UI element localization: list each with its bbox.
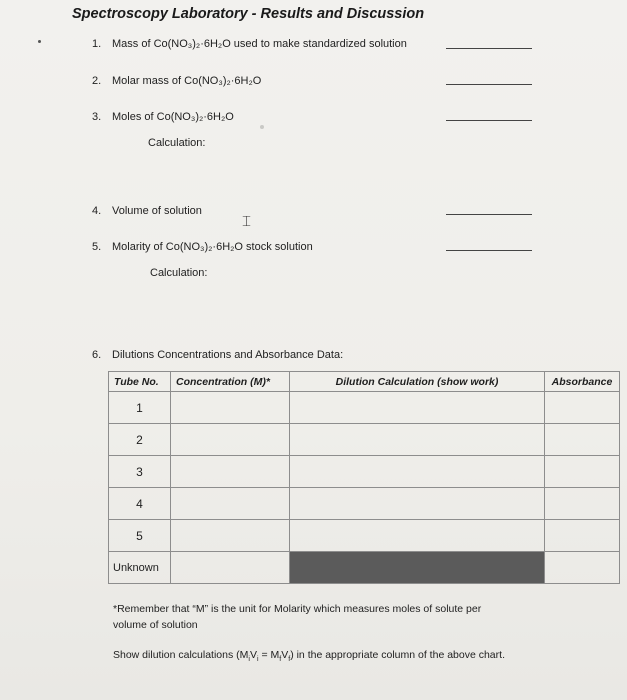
header-tube-no: Tube No. <box>109 372 171 392</box>
subscript-i: i <box>248 656 250 664</box>
instruction-text: V <box>249 649 257 661</box>
table-header-row <box>109 372 620 392</box>
header-absorbance: Absorbance <box>545 372 620 392</box>
concentration-cell[interactable] <box>171 392 290 424</box>
question-text: Molarity of Co(NO₃)₂·6H₂O stock solution <box>112 241 313 253</box>
margin-dot <box>38 40 41 43</box>
concentration-cell[interactable] <box>171 456 290 488</box>
table-row <box>109 520 620 552</box>
question-2 <box>92 75 261 87</box>
question-1 <box>92 38 407 50</box>
absorbance-cell[interactable] <box>545 520 620 552</box>
dilution-cell[interactable] <box>290 488 545 520</box>
instruction-text: ) in the appropriate column of the above chart. <box>290 649 505 661</box>
table-row-unknown <box>109 552 620 584</box>
table-row <box>109 392 620 424</box>
dilution-cell[interactable] <box>290 520 545 552</box>
absorbance-cell[interactable] <box>545 552 620 584</box>
answer-line-3[interactable] <box>446 120 532 121</box>
absorbance-cell[interactable] <box>545 488 620 520</box>
tube-number: 4 <box>109 488 171 520</box>
paper-speck <box>260 125 264 129</box>
tube-number: 3 <box>109 456 171 488</box>
question-5 <box>92 241 313 253</box>
question-number: 4. <box>92 205 102 217</box>
table-row <box>109 456 620 488</box>
dilution-cell[interactable] <box>290 392 545 424</box>
question-text: Moles of Co(NO₃)₂·6H₂O <box>112 111 234 123</box>
concentration-cell[interactable] <box>171 424 290 456</box>
page-title: Spectroscopy Laboratory - Results and Discussion <box>72 6 425 22</box>
answer-line-1[interactable] <box>446 48 532 49</box>
question-number: 5. <box>92 241 102 253</box>
tube-number: Unknown <box>109 552 171 584</box>
dilution-cell[interactable] <box>290 424 545 456</box>
calculation-label-5: Calculation: <box>150 267 208 279</box>
tube-number: 1 <box>109 392 171 424</box>
question-6 <box>92 349 343 361</box>
question-text: Molar mass of Co(NO₃)₂·6H₂O <box>112 75 262 87</box>
note-line-2: volume of solution <box>113 619 198 631</box>
tube-number: 5 <box>109 520 171 552</box>
instruction-text: Show dilution calculations (M <box>113 649 249 661</box>
instruction-text: = M <box>258 649 280 661</box>
answer-line-4[interactable] <box>446 214 532 215</box>
question-number: 3. <box>92 111 102 123</box>
question-number: 1. <box>92 38 102 50</box>
dilution-data-table <box>108 371 620 584</box>
table-row <box>109 488 620 520</box>
subscript-f: f <box>279 656 282 664</box>
absorbance-cell[interactable] <box>545 392 620 424</box>
dilution-cell-shaded <box>290 552 545 584</box>
header-dilution-calculation: Dilution Calculation (show work) <box>290 372 545 392</box>
question-4 <box>92 205 202 217</box>
question-text: Mass of Co(NO₃)₂·6H₂O used to make standardized solution <box>112 38 407 50</box>
dilution-cell[interactable] <box>290 456 545 488</box>
answer-line-5[interactable] <box>446 250 532 251</box>
concentration-cell[interactable] <box>171 488 290 520</box>
table-row <box>109 424 620 456</box>
absorbance-cell[interactable] <box>545 424 620 456</box>
molarity-note <box>113 601 481 633</box>
question-text: Dilutions Concentrations and Absorbance Data: <box>112 349 344 361</box>
absorbance-cell[interactable] <box>545 456 620 488</box>
question-3 <box>92 111 234 123</box>
concentration-cell[interactable] <box>171 552 290 584</box>
answer-line-2[interactable] <box>446 84 532 85</box>
subscript-f: f <box>288 656 291 664</box>
header-concentration: Concentration (M)* <box>171 372 290 392</box>
dilution-instruction <box>113 647 505 668</box>
text-cursor-icon: ⌶ <box>242 212 252 230</box>
question-text: Volume of solution <box>112 205 202 217</box>
instruction-text: V <box>281 649 289 661</box>
calculation-label-3: Calculation: <box>148 137 206 149</box>
tube-number: 2 <box>109 424 171 456</box>
subscript-i: i <box>256 656 259 664</box>
question-number: 6. <box>92 349 102 361</box>
question-number: 2. <box>92 75 102 87</box>
note-line-1: *Remember that “M” is the unit for Molarity which measures moles of solute per <box>113 603 482 615</box>
concentration-cell[interactable] <box>171 520 290 552</box>
